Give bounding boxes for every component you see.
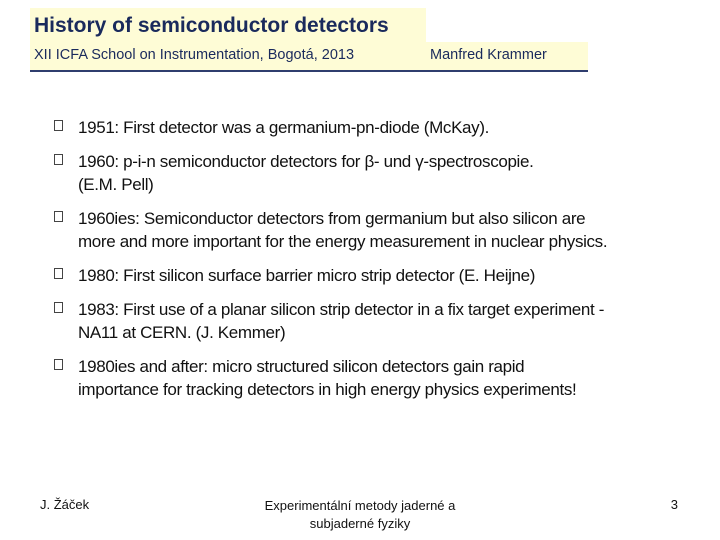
title-box [30,8,426,42]
bullet-box-icon [54,302,63,313]
bullet-text: NA11 at CERN. (J. Kemmer) [78,323,286,342]
bullet-item [54,207,634,253]
bullet-item [54,298,634,344]
slide-subtitle: XII ICFA School on Instrumentation, Bogotá, 2013 [34,47,355,63]
bullet-item [54,116,634,139]
subtitle-bar [30,42,588,72]
bullet-item [54,264,634,287]
bullet-text: 1980: First silicon surface barrier micro strip detector (E. Heijne) [78,266,536,285]
slide-title: History of semiconductor detectors [34,14,389,37]
bullet-box-icon [54,268,63,279]
bullet-box-icon [54,120,63,131]
bullet-text: 1960: p-i-n semiconductor detectors for β- und γ-spectroscopie. [78,152,534,171]
footer-author: J. Žáček [40,497,90,512]
bullet-text: 1960ies: Semiconductor detectors from germanium but also silicon are [78,209,586,228]
footer-course-line1: Experimentální metody jaderné a [264,498,456,513]
bullet-text: more and more important for the energy measurement in nuclear physics. [78,232,608,251]
bullet-text: (E.M. Pell) [78,175,154,194]
footer-course-title [240,497,480,533]
bullet-box-icon [54,154,63,165]
bullet-item [54,355,634,401]
slide-author: Manfred Krammer [430,47,547,63]
page-number: 3 [670,497,678,512]
bullet-box-icon [54,211,63,222]
bullet-box-icon [54,359,63,370]
footer-course-line2: subjaderné fyziky [309,516,411,531]
bullet-list [54,116,634,412]
bullet-item [54,150,634,196]
bullet-text: importance for tracking detectors in high energy physics experiments! [78,380,577,399]
slide-header [30,8,590,72]
bullet-text: 1951: First detector was a germanium-pn-diode (McKay). [78,118,489,137]
bullet-text: 1980ies and after: micro structured silicon detectors gain rapid [78,357,525,376]
bullet-text: 1983: First use of a planar silicon strip detector in a fix target experiment - [78,300,605,319]
